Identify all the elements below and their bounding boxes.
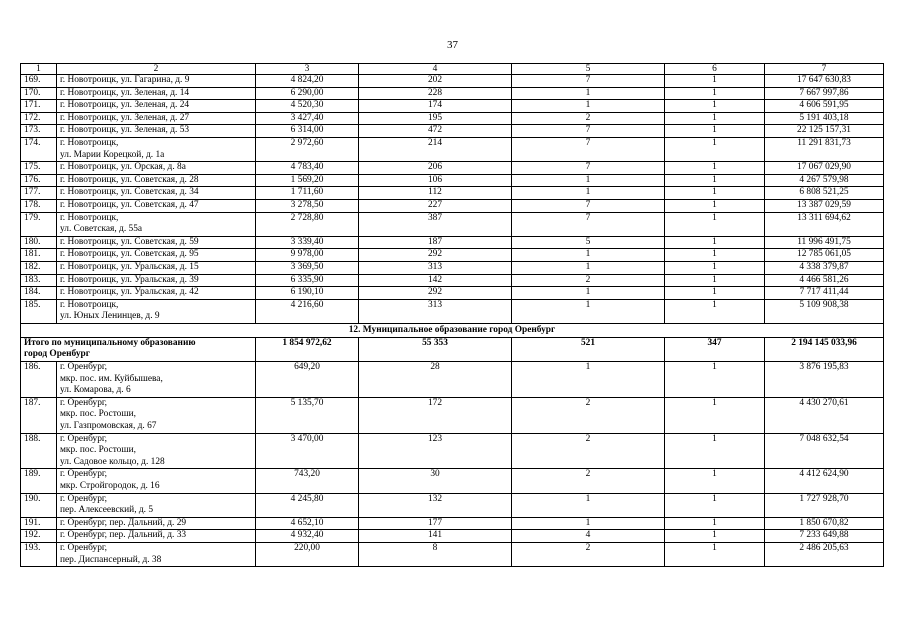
table-row bbox=[21, 542, 884, 566]
value-cell: 1 bbox=[665, 493, 765, 517]
cost-cell: 7 717 411,44 bbox=[765, 287, 884, 300]
address-cell: г. Новотроицк, ул. Зеленая, д. 24 bbox=[57, 100, 256, 113]
area-cell: 4 520,30 bbox=[256, 100, 359, 113]
value-cell: 1 bbox=[665, 187, 765, 200]
total-value: 55 353 bbox=[359, 337, 512, 361]
row-number: 173. bbox=[21, 125, 57, 138]
value-cell: 1 bbox=[665, 125, 765, 138]
table-row bbox=[21, 87, 884, 100]
cost-cell: 7 233 649,88 bbox=[765, 530, 884, 543]
address-cell: г. Новотроицк, ул. Гагарина, д. 9 bbox=[57, 75, 256, 88]
table-row bbox=[21, 162, 884, 175]
cost-cell: 1 727 928,70 bbox=[765, 493, 884, 517]
row-number: 181. bbox=[21, 249, 57, 262]
housing-table bbox=[20, 63, 884, 567]
value-cell: 1 bbox=[512, 299, 665, 323]
residents-cell: 313 bbox=[359, 261, 512, 274]
row-number: 185. bbox=[21, 299, 57, 323]
area-cell: 3 427,40 bbox=[256, 112, 359, 125]
address-cell: г. Новотроицк, ул. Советская, д. 34 bbox=[57, 187, 256, 200]
value-cell: 5 bbox=[512, 236, 665, 249]
address-cell: г. Новотроицк, ул. Советская, д. 28 bbox=[57, 174, 256, 187]
cost-cell: 1 850 670,82 bbox=[765, 517, 884, 530]
table-row bbox=[21, 187, 884, 200]
area-cell: 4 932,40 bbox=[256, 530, 359, 543]
cost-cell: 3 876 195,83 bbox=[765, 362, 884, 398]
area-cell: 5 135,70 bbox=[256, 397, 359, 433]
table-row bbox=[21, 112, 884, 125]
table-row bbox=[21, 493, 884, 517]
header-cell: 1 bbox=[21, 64, 57, 75]
table-row bbox=[21, 530, 884, 543]
value-cell: 2 bbox=[512, 112, 665, 125]
page-number: 37 bbox=[447, 39, 458, 51]
value-cell: 7 bbox=[512, 162, 665, 175]
residents-cell: 174 bbox=[359, 100, 512, 113]
residents-cell: 172 bbox=[359, 397, 512, 433]
cost-cell: 22 125 157,31 bbox=[765, 125, 884, 138]
total-label: Итого по муниципальному образованию город Оренбург bbox=[21, 337, 256, 361]
residents-cell: 214 bbox=[359, 137, 512, 161]
area-cell: 3 278,50 bbox=[256, 199, 359, 212]
area-cell: 6 290,00 bbox=[256, 87, 359, 100]
area-cell: 4 216,60 bbox=[256, 299, 359, 323]
address-cell: г. Новотроицк, ул. Зеленая, д. 14 bbox=[57, 87, 256, 100]
value-cell: 1 bbox=[512, 187, 665, 200]
row-number: 171. bbox=[21, 100, 57, 113]
value-cell: 1 bbox=[512, 87, 665, 100]
value-cell: 2 bbox=[512, 274, 665, 287]
cost-cell: 7 667 997,86 bbox=[765, 87, 884, 100]
cost-cell: 7 048 632,54 bbox=[765, 433, 884, 469]
section-row bbox=[21, 323, 884, 337]
value-cell: 1 bbox=[665, 469, 765, 493]
area-cell: 3 369,50 bbox=[256, 261, 359, 274]
value-cell: 2 bbox=[512, 433, 665, 469]
address-cell: г. Новотроицк, ул. Советская, д. 47 bbox=[57, 199, 256, 212]
residents-cell: 141 bbox=[359, 530, 512, 543]
table-row bbox=[21, 137, 884, 161]
section-title: 12. Муниципальное образование город Оренбург bbox=[21, 323, 884, 337]
table-row bbox=[21, 100, 884, 113]
row-number: 188. bbox=[21, 433, 57, 469]
residents-cell: 8 bbox=[359, 542, 512, 566]
area-cell: 4 824,20 bbox=[256, 75, 359, 88]
table-row bbox=[21, 75, 884, 88]
residents-cell: 177 bbox=[359, 517, 512, 530]
cost-cell: 4 338 379,87 bbox=[765, 261, 884, 274]
value-cell: 7 bbox=[512, 125, 665, 138]
row-number: 182. bbox=[21, 261, 57, 274]
value-cell: 1 bbox=[512, 362, 665, 398]
value-cell: 1 bbox=[512, 100, 665, 113]
area-cell: 6 190,10 bbox=[256, 287, 359, 300]
row-number: 179. bbox=[21, 212, 57, 236]
row-number: 172. bbox=[21, 112, 57, 125]
value-cell: 7 bbox=[512, 199, 665, 212]
area-cell: 4 652,10 bbox=[256, 517, 359, 530]
value-cell: 7 bbox=[512, 75, 665, 88]
area-cell: 220,00 bbox=[256, 542, 359, 566]
value-cell: 1 bbox=[512, 174, 665, 187]
cost-cell: 4 430 270,61 bbox=[765, 397, 884, 433]
value-cell: 1 bbox=[665, 362, 765, 398]
row-number: 187. bbox=[21, 397, 57, 433]
value-cell: 1 bbox=[665, 174, 765, 187]
cost-cell: 4 606 591,95 bbox=[765, 100, 884, 113]
cost-cell: 11 996 491,75 bbox=[765, 236, 884, 249]
row-number: 192. bbox=[21, 530, 57, 543]
address-cell: г. Оренбург, пер. Дальний, д. 29 bbox=[57, 517, 256, 530]
table-row bbox=[21, 362, 884, 398]
residents-cell: 227 bbox=[359, 199, 512, 212]
row-number: 189. bbox=[21, 469, 57, 493]
total-value: 2 194 145 033,96 bbox=[765, 337, 884, 361]
residents-cell: 123 bbox=[359, 433, 512, 469]
cost-cell: 17 067 029,90 bbox=[765, 162, 884, 175]
table-row bbox=[21, 274, 884, 287]
table-row bbox=[21, 236, 884, 249]
value-cell: 7 bbox=[512, 137, 665, 161]
value-cell: 1 bbox=[512, 287, 665, 300]
table-row bbox=[21, 125, 884, 138]
value-cell: 1 bbox=[665, 397, 765, 433]
address-cell: г. Оренбург, мкр. пос. Ростоши, ул. Садовое кольцо, д. 128 bbox=[57, 433, 256, 469]
residents-cell: 292 bbox=[359, 249, 512, 262]
area-cell: 6 335,90 bbox=[256, 274, 359, 287]
address-cell: г. Новотроицк, ул. Уральская, д. 39 bbox=[57, 274, 256, 287]
residents-cell: 28 bbox=[359, 362, 512, 398]
address-cell: г. Оренбург, пер. Алексеевский, д. 5 bbox=[57, 493, 256, 517]
cost-cell: 2 486 205,63 bbox=[765, 542, 884, 566]
address-cell: г. Новотроицк, ул. Советская, д. 55а bbox=[57, 212, 256, 236]
table-row bbox=[21, 299, 884, 323]
residents-cell: 202 bbox=[359, 75, 512, 88]
cost-cell: 4 412 624,90 bbox=[765, 469, 884, 493]
cost-cell: 6 808 521,25 bbox=[765, 187, 884, 200]
row-number: 190. bbox=[21, 493, 57, 517]
value-cell: 1 bbox=[665, 75, 765, 88]
row-number: 191. bbox=[21, 517, 57, 530]
total-row bbox=[21, 337, 884, 361]
address-cell: г. Новотроицк, ул. Марии Корецкой, д. 1а bbox=[57, 137, 256, 161]
header-cell: 2 bbox=[57, 64, 256, 75]
row-number: 193. bbox=[21, 542, 57, 566]
row-number: 177. bbox=[21, 187, 57, 200]
residents-cell: 195 bbox=[359, 112, 512, 125]
area-cell: 4 245,80 bbox=[256, 493, 359, 517]
address-cell: г. Оренбург, пер. Дальний, д. 33 bbox=[57, 530, 256, 543]
address-cell: г. Оренбург, мкр. пос. Ростоши, ул. Газпромовская, д. 67 bbox=[57, 397, 256, 433]
address-cell: г. Новотроицк, ул. Орская, д. 8а bbox=[57, 162, 256, 175]
address-cell: г. Новотроицк, ул. Уральская, д. 42 bbox=[57, 287, 256, 300]
value-cell: 4 bbox=[512, 530, 665, 543]
cost-cell: 13 387 029,59 bbox=[765, 199, 884, 212]
value-cell: 1 bbox=[665, 199, 765, 212]
area-cell: 6 314,00 bbox=[256, 125, 359, 138]
residents-cell: 313 bbox=[359, 299, 512, 323]
table-body bbox=[21, 64, 884, 567]
value-cell: 1 bbox=[665, 236, 765, 249]
residents-cell: 106 bbox=[359, 174, 512, 187]
residents-cell: 142 bbox=[359, 274, 512, 287]
area-cell: 1 569,20 bbox=[256, 174, 359, 187]
area-cell: 2 728,80 bbox=[256, 212, 359, 236]
row-number: 175. bbox=[21, 162, 57, 175]
value-cell: 1 bbox=[665, 137, 765, 161]
row-number: 184. bbox=[21, 287, 57, 300]
header-cell: 5 bbox=[512, 64, 665, 75]
table-row bbox=[21, 433, 884, 469]
residents-cell: 228 bbox=[359, 87, 512, 100]
residents-cell: 187 bbox=[359, 236, 512, 249]
value-cell: 1 bbox=[665, 112, 765, 125]
residents-cell: 292 bbox=[359, 287, 512, 300]
area-cell: 743,20 bbox=[256, 469, 359, 493]
value-cell: 1 bbox=[665, 274, 765, 287]
address-cell: г. Оренбург, мкр. пос. им. Куйбышева, ул. Комарова, д. 6 bbox=[57, 362, 256, 398]
table-row bbox=[21, 249, 884, 262]
value-cell: 2 bbox=[512, 397, 665, 433]
row-number: 169. bbox=[21, 75, 57, 88]
header-cell: 6 bbox=[665, 64, 765, 75]
area-cell: 649,20 bbox=[256, 362, 359, 398]
total-value: 347 bbox=[665, 337, 765, 361]
area-cell: 3 470,00 bbox=[256, 433, 359, 469]
value-cell: 1 bbox=[665, 287, 765, 300]
table-row bbox=[21, 397, 884, 433]
table-row bbox=[21, 469, 884, 493]
cost-cell: 13 311 694,62 bbox=[765, 212, 884, 236]
value-cell: 1 bbox=[665, 249, 765, 262]
row-number: 174. bbox=[21, 137, 57, 161]
address-cell: г. Новотроицк, ул. Зеленая, д. 27 bbox=[57, 112, 256, 125]
row-number: 183. bbox=[21, 274, 57, 287]
value-cell: 7 bbox=[512, 212, 665, 236]
header-cell: 7 bbox=[765, 64, 884, 75]
value-cell: 1 bbox=[512, 493, 665, 517]
residents-cell: 132 bbox=[359, 493, 512, 517]
value-cell: 1 bbox=[665, 212, 765, 236]
cost-cell: 11 291 831,73 bbox=[765, 137, 884, 161]
residents-cell: 387 bbox=[359, 212, 512, 236]
table-row bbox=[21, 199, 884, 212]
address-cell: г. Новотроицк, ул. Юных Ленинцев, д. 9 bbox=[57, 299, 256, 323]
residents-cell: 206 bbox=[359, 162, 512, 175]
value-cell: 1 bbox=[665, 433, 765, 469]
value-cell: 1 bbox=[665, 530, 765, 543]
address-cell: г. Новотроицк, ул. Советская, д. 95 bbox=[57, 249, 256, 262]
address-cell: г. Новотроицк, ул. Уральская, д. 15 bbox=[57, 261, 256, 274]
value-cell: 1 bbox=[665, 299, 765, 323]
value-cell: 1 bbox=[665, 542, 765, 566]
value-cell: 1 bbox=[665, 100, 765, 113]
residents-cell: 472 bbox=[359, 125, 512, 138]
value-cell: 1 bbox=[665, 87, 765, 100]
cost-cell: 5 191 403,18 bbox=[765, 112, 884, 125]
area-cell: 3 339,40 bbox=[256, 236, 359, 249]
cost-cell: 4 466 581,26 bbox=[765, 274, 884, 287]
area-cell: 4 783,40 bbox=[256, 162, 359, 175]
row-number: 170. bbox=[21, 87, 57, 100]
table-row bbox=[21, 261, 884, 274]
address-cell: г. Оренбург, мкр. Стройгородок, д. 16 bbox=[57, 469, 256, 493]
table-row bbox=[21, 287, 884, 300]
area-cell: 9 978,00 bbox=[256, 249, 359, 262]
address-cell: г. Новотроицк, ул. Зеленая, д. 53 bbox=[57, 125, 256, 138]
value-cell: 2 bbox=[512, 469, 665, 493]
row-number: 176. bbox=[21, 174, 57, 187]
table-row bbox=[21, 212, 884, 236]
residents-cell: 112 bbox=[359, 187, 512, 200]
header-row bbox=[21, 64, 884, 75]
value-cell: 1 bbox=[512, 517, 665, 530]
value-cell: 1 bbox=[512, 261, 665, 274]
row-number: 178. bbox=[21, 199, 57, 212]
area-cell: 2 972,60 bbox=[256, 137, 359, 161]
row-number: 180. bbox=[21, 236, 57, 249]
value-cell: 1 bbox=[665, 162, 765, 175]
header-cell: 4 bbox=[359, 64, 512, 75]
value-cell: 2 bbox=[512, 542, 665, 566]
area-cell: 1 711,60 bbox=[256, 187, 359, 200]
table-row bbox=[21, 174, 884, 187]
row-number: 186. bbox=[21, 362, 57, 398]
value-cell: 1 bbox=[512, 249, 665, 262]
total-value: 521 bbox=[512, 337, 665, 361]
address-cell: г. Новотроицк, ул. Советская, д. 59 bbox=[57, 236, 256, 249]
cost-cell: 17 647 630,83 bbox=[765, 75, 884, 88]
value-cell: 1 bbox=[665, 517, 765, 530]
cost-cell: 4 267 579,98 bbox=[765, 174, 884, 187]
header-cell: 3 bbox=[256, 64, 359, 75]
residents-cell: 30 bbox=[359, 469, 512, 493]
table-row bbox=[21, 517, 884, 530]
address-cell: г. Оренбург, пер. Диспансерный, д. 38 bbox=[57, 542, 256, 566]
value-cell: 1 bbox=[665, 261, 765, 274]
total-value: 1 854 972,62 bbox=[256, 337, 359, 361]
cost-cell: 12 785 061,05 bbox=[765, 249, 884, 262]
cost-cell: 5 109 908,38 bbox=[765, 299, 884, 323]
